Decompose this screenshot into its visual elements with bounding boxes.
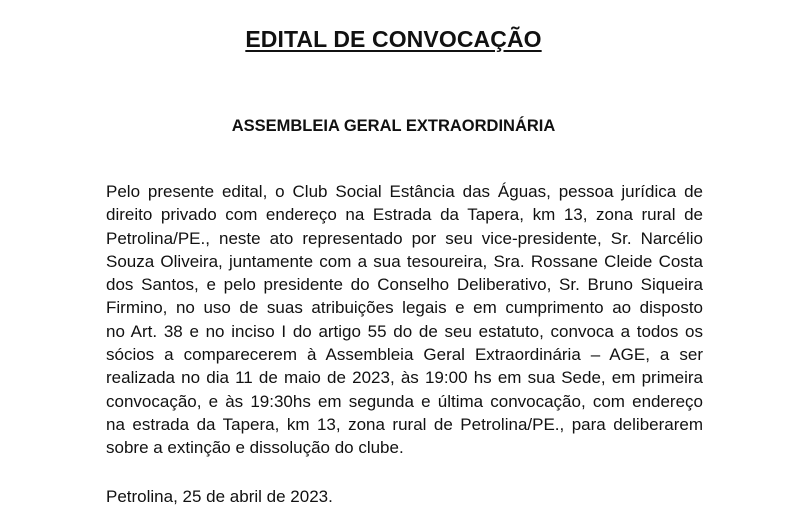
body-line: na estrada da Tapera, km 13, zona rural de Petrolina/PE., para deliberarem (106, 414, 703, 434)
closing-date-line: Petrolina, 25 de abril de 2023. (106, 487, 333, 506)
body-line: realizada no dia 11 de maio de 2023, às 19:00 hs em sua Sede, em primeira (106, 368, 703, 388)
document-subtitle: ASSEMBLEIA GERAL EXTRAORDINÁRIA (231, 117, 556, 135)
body-line: convocação, e às 19:30hs em segunda e última convocação, com endereço (106, 391, 703, 411)
body-line: direito privado com endereço na Estrada da Tapera, km 13, zona rural de (106, 205, 703, 225)
body-line: Firmino, no uso de suas atribuições legais e em cumprimento ao disposto (106, 298, 703, 318)
body-line: Petrolina/PE., neste ato representado por seu vice-presidente, Sr. Narcélio (106, 228, 703, 248)
document-title-text: EDITAL DE CONVOCAÇÃO (245, 26, 542, 52)
body-line: no Art. 38 e no inciso I do artigo 55 do de seu estatuto, convoca a todos os (106, 321, 703, 341)
body-paragraph (106, 180, 703, 460)
body-line: dos Santos, e pelo presidente do Conselho Deliberativo, Sr. Bruno Siqueira (106, 275, 703, 295)
body-line: sócios a comparecerem à Assembleia Geral Extraordinária – AGE, a ser (106, 345, 703, 365)
body-line: sobre a extinção e dissolução do clube. (106, 438, 404, 458)
body-line: Pelo presente edital, o Club Social Estância das Águas, pessoa jurídica de (106, 182, 703, 201)
body-line: Souza Oliveira, juntamente com a sua tesoureira, Sra. Rossane Cleide Costa (106, 251, 703, 271)
document-title (0, 26, 787, 53)
